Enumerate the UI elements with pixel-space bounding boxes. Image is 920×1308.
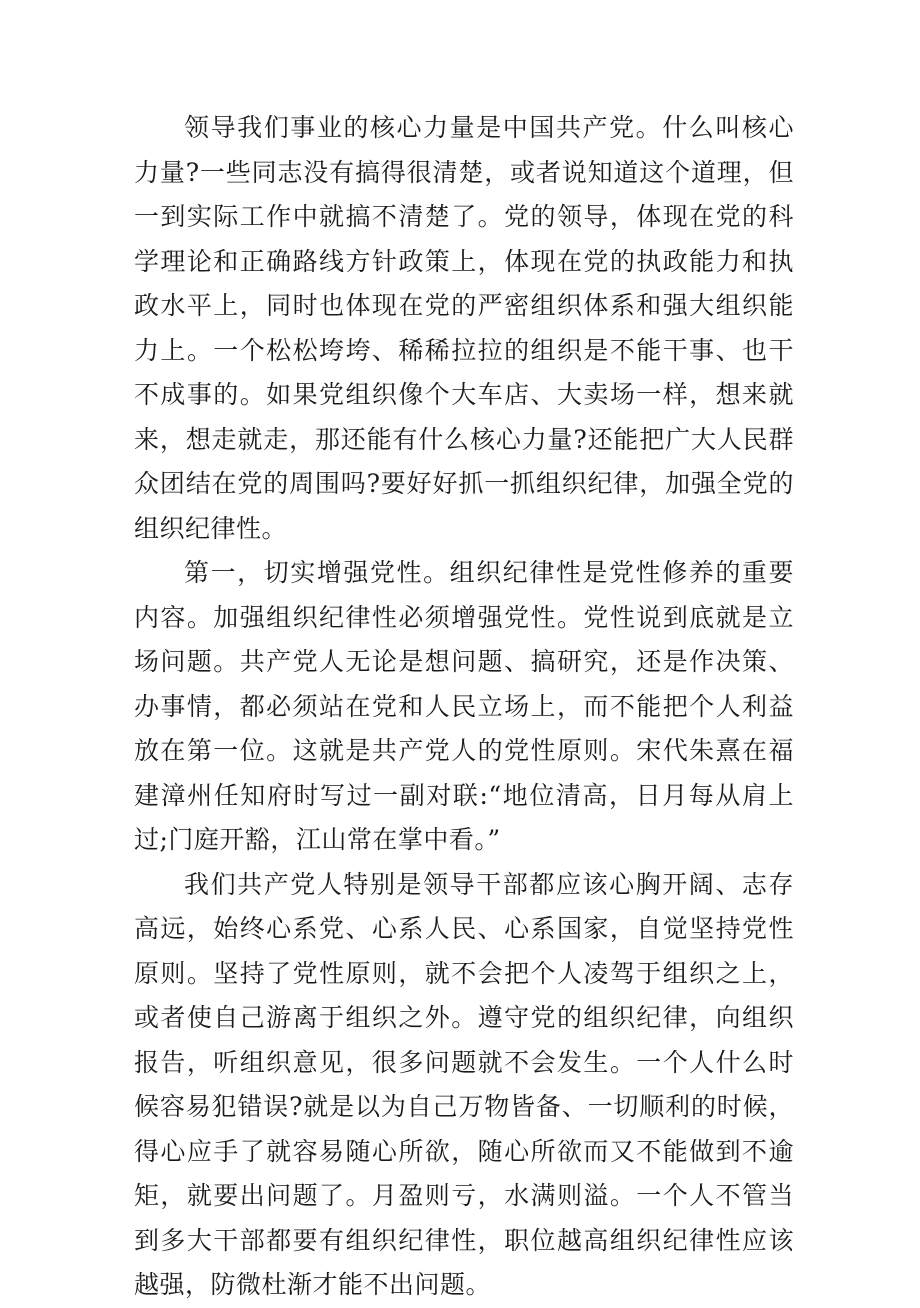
paragraph-core-force: 领导我们事业的核心力量是中国共产党。什么叫核心力量?一些同志没有搞得很清楚，或者说知道这个道理，但一到实际工作中就搞不清楚了。党的领导，体现在党的科学理论和正确路线方针政策上，体现在党的执政能力和执政水平上，同时也体现在党的严密组织体系和强大组织能力上。一个松松垮垮、稀稀拉拉的组织是不能干事、也干不成事的。如果党组织像个大车店、大卖场一样，想来就来，想走就走，那还能有什么核心力量?还能把广大人民群众团结在党的周围吗?要好好抓一抓组织纪律，加强全党的组织纪律性。 <box>134 113 794 543</box>
paragraph-party-spirit: 第一，切实增强党性。组织纪律性是党性修养的重要内容。加强组织纪律性必须增强党性。党性说到底就是立场问题。共产党人无论是想问题、搞研究，还是作决策、办事情，都必须站在党和人民立场上，而不能把个人利益放在第一位。这就是共产党人的党性原则。宋代朱熹在福建漳州任知府时写过一副对联:“地位清高，日月每从肩上过;门庭开豁，江山常在掌中看。” <box>134 558 794 854</box>
paragraph-leading-cadres: 我们共产党人特别是领导干部都应该心胸开阔、志存高远，始终心系党、心系人民、心系国家，自觉坚持党性原则。坚持了党性原则，就不会把个人凌驾于组织之上，或者使自己游离于组织之外。遵守党的组织纪律，向组织报告，听组织意见，很多问题就不会发生。一个人什么时候容易犯错误?就是以为自己万物皆备、一切顺利的时候，得心应手了就容易随心所欲，随心所欲而又不能做到不逾矩，就要出问题了。月盈则亏，水满则溢。一个人不管当到多大干部都要有组织纪律性，职位越高组织纪律性应该越强，防微杜渐才能不出问题。 <box>134 869 794 1299</box>
document-body <box>134 106 794 1308</box>
